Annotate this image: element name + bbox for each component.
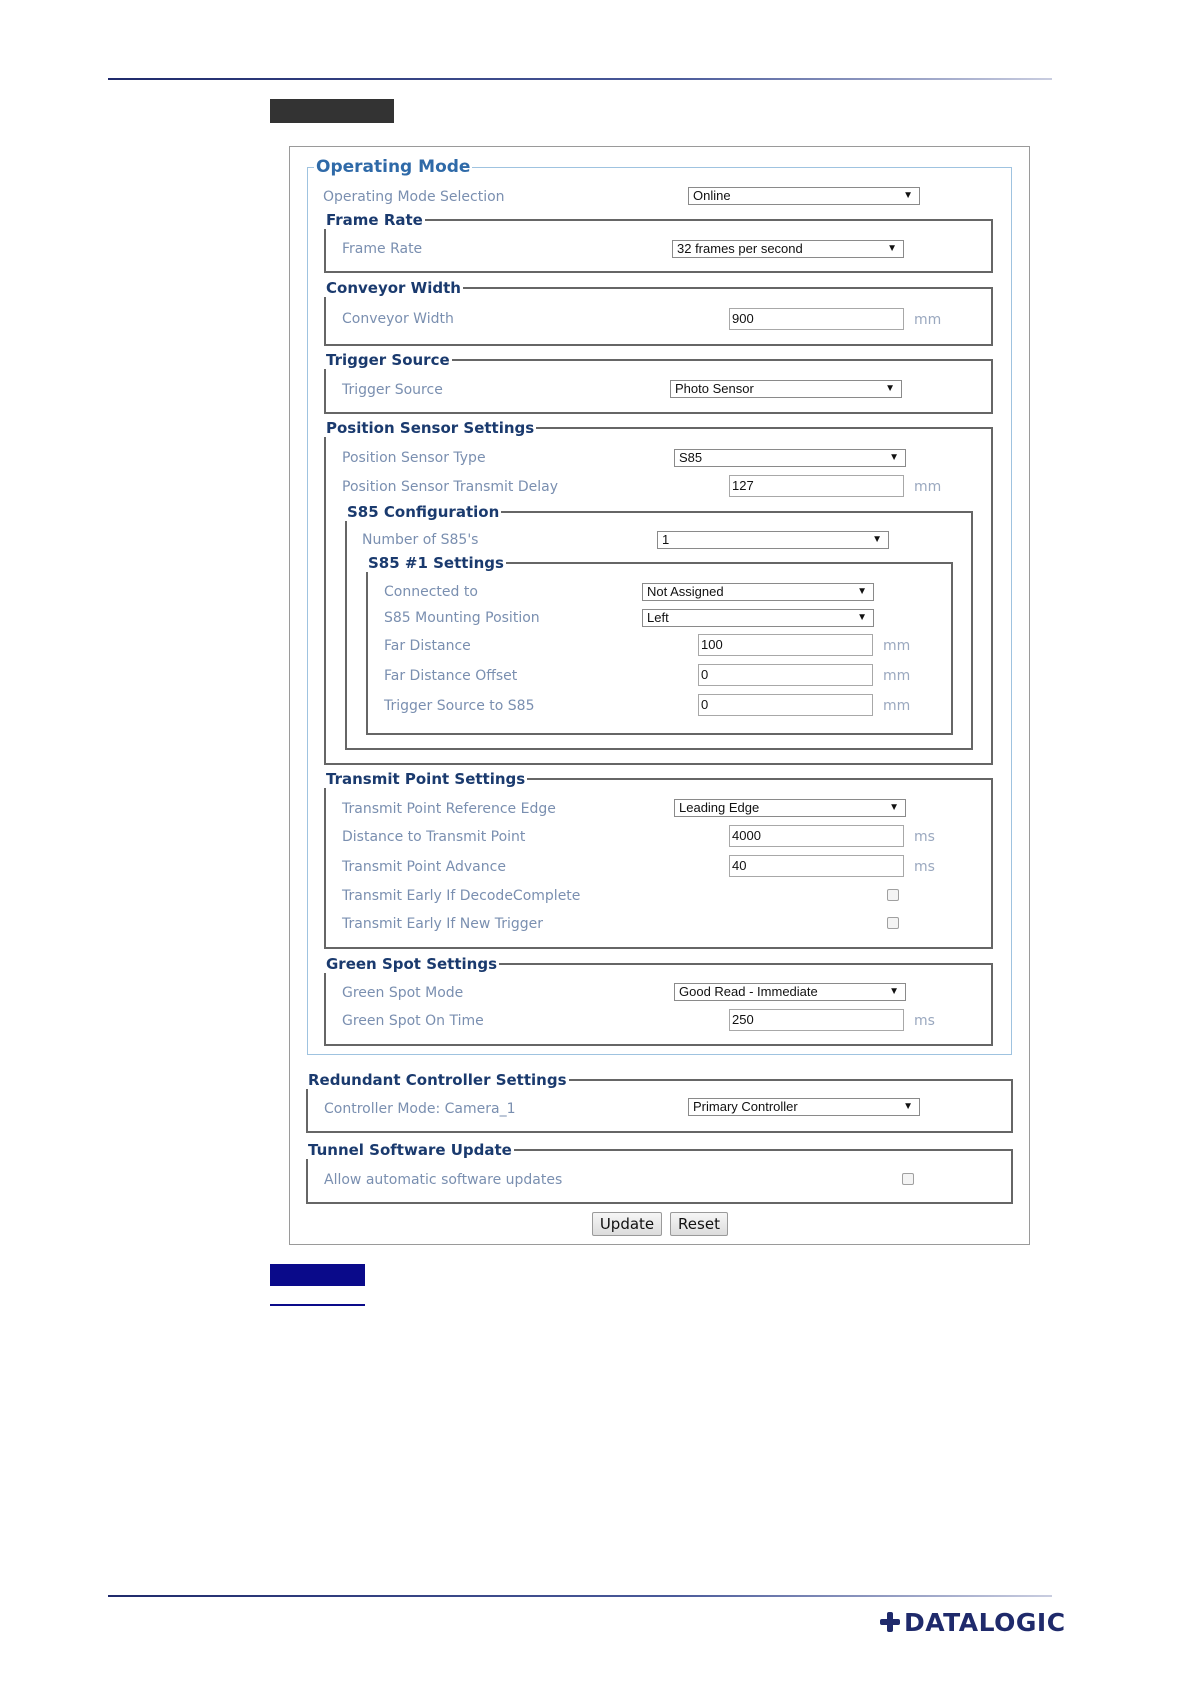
s85-count-label: Number of S85's [362, 532, 479, 548]
green-spot-legend: Green Spot Settings [326, 955, 497, 973]
dropdown-arrow-icon: ▼ [903, 1101, 913, 1112]
far-distance-input[interactable]: 100 [698, 634, 873, 656]
transmit-edge-value: Leading Edge [679, 800, 760, 815]
dropdown-arrow-icon: ▼ [857, 612, 867, 623]
transmit-early-decode-label: Transmit Early If DecodeComplete [342, 888, 581, 904]
position-sensor-type-label: Position Sensor Type [342, 450, 486, 466]
transmit-advance-label: Transmit Point Advance [342, 859, 506, 875]
frame-rate-legend: Frame Rate [326, 211, 423, 229]
transmit-distance-unit: ms [914, 829, 935, 845]
transmit-distance-label: Distance to Transmit Point [342, 829, 526, 845]
s85-mounting-select[interactable] [642, 609, 874, 627]
logo-wordmark: DATALOGIC [904, 1607, 1066, 1637]
datalogic-cross-icon [880, 1612, 900, 1632]
controller-mode-value: Primary Controller [693, 1099, 798, 1114]
operating-mode-select[interactable] [688, 187, 920, 205]
transmit-advance-input[interactable]: 40 [729, 855, 904, 877]
s85-count-select[interactable] [657, 531, 889, 549]
dropdown-arrow-icon: ▼ [887, 243, 897, 254]
transmit-distance-input[interactable]: 4000 [729, 825, 904, 847]
footer-rule [108, 1595, 1052, 1597]
dropdown-arrow-icon: ▼ [889, 986, 899, 997]
green-spot-mode-select[interactable] [674, 983, 906, 1001]
s85-count-value: 1 [662, 532, 670, 547]
s85-connected-select[interactable] [642, 583, 874, 601]
conveyor-width-legend: Conveyor Width [326, 279, 461, 297]
s85-connected-value: Not Assigned [647, 584, 724, 599]
transmit-early-trigger-checkbox[interactable] [887, 917, 899, 929]
operating-mode-selection-label: Operating Mode Selection [323, 189, 505, 205]
green-spot-mode-value: Good Read - Immediate [679, 984, 818, 999]
s85-1-settings-legend: S85 #1 Settings [368, 554, 504, 572]
controller-mode-select[interactable] [688, 1098, 920, 1116]
datalogic-logo [880, 1606, 1066, 1638]
s85-mounting-value: Left [647, 610, 669, 625]
far-distance-label: Far Distance [384, 638, 471, 654]
transmit-point-legend: Transmit Point Settings [326, 770, 526, 788]
trigger-to-s85-unit: mm [883, 698, 911, 714]
auto-update-checkbox[interactable] [902, 1173, 914, 1185]
position-sensor-type-value: S85 [679, 450, 703, 465]
position-sensor-legend: Position Sensor Settings [326, 419, 535, 437]
transmit-early-trigger-label: Transmit Early If New Trigger [342, 916, 544, 932]
operating-mode-legend: Operating Mode [316, 157, 471, 177]
reset-button[interactable]: Reset [670, 1212, 728, 1236]
frame-rate-label: Frame Rate [342, 241, 423, 257]
green-spot-mode-label: Green Spot Mode [342, 985, 464, 1001]
far-distance-offset-unit: mm [883, 668, 911, 684]
section-tab-marker [270, 99, 394, 123]
far-distance-offset-input[interactable]: 0 [698, 664, 873, 686]
dropdown-arrow-icon: ▼ [889, 452, 899, 463]
header-rule [108, 78, 1052, 80]
dropdown-arrow-icon: ▼ [872, 534, 882, 545]
dropdown-arrow-icon: ▼ [857, 586, 867, 597]
position-sensor-delay-label: Position Sensor Transmit Delay [342, 479, 559, 495]
auto-update-label: Allow automatic software updates [324, 1172, 563, 1188]
dropdown-arrow-icon: ▼ [885, 383, 895, 394]
s85-mounting-label: S85 Mounting Position [384, 610, 540, 626]
trigger-source-label: Trigger Source [342, 382, 443, 398]
trigger-source-select[interactable] [670, 380, 902, 398]
operating-mode-value: Online [693, 188, 731, 203]
dropdown-arrow-icon: ▼ [903, 190, 913, 201]
green-spot-time-unit: ms [914, 1013, 935, 1029]
caption-underline [270, 1304, 365, 1306]
controller-mode-label: Controller Mode: Camera_1 [324, 1101, 516, 1117]
far-distance-offset-label: Far Distance Offset [384, 668, 518, 684]
far-distance-unit: mm [883, 638, 911, 654]
transmit-advance-unit: ms [914, 859, 935, 875]
frame-rate-value: 32 frames per second [677, 241, 803, 256]
conveyor-width-label: Conveyor Width [342, 311, 454, 327]
trigger-source-legend: Trigger Source [326, 351, 450, 369]
position-sensor-type-select[interactable] [674, 449, 906, 467]
conveyor-width-input[interactable]: 900 [729, 308, 904, 330]
trigger-source-value: Photo Sensor [675, 381, 754, 396]
position-sensor-delay-input[interactable]: 127 [729, 475, 904, 497]
dropdown-arrow-icon: ▼ [889, 802, 899, 813]
transmit-early-decode-checkbox[interactable] [887, 889, 899, 901]
trigger-to-s85-input[interactable]: 0 [698, 694, 873, 716]
green-spot-time-input[interactable]: 250 [729, 1009, 904, 1031]
s85-connected-label: Connected to [384, 584, 478, 600]
green-spot-time-label: Green Spot On Time [342, 1013, 484, 1029]
redundant-controller-legend: Redundant Controller Settings [308, 1071, 567, 1089]
trigger-to-s85-label: Trigger Source to S85 [384, 698, 535, 714]
transmit-edge-label: Transmit Point Reference Edge [342, 801, 556, 817]
update-button[interactable]: Update [592, 1212, 662, 1236]
tunnel-update-legend: Tunnel Software Update [308, 1141, 512, 1159]
position-sensor-delay-unit: mm [914, 479, 942, 495]
transmit-edge-select[interactable] [674, 799, 906, 817]
conveyor-width-unit: mm [914, 312, 942, 328]
frame-rate-select[interactable] [672, 240, 904, 258]
caption-marker [270, 1264, 365, 1286]
s85-configuration-legend: S85 Configuration [347, 503, 500, 521]
